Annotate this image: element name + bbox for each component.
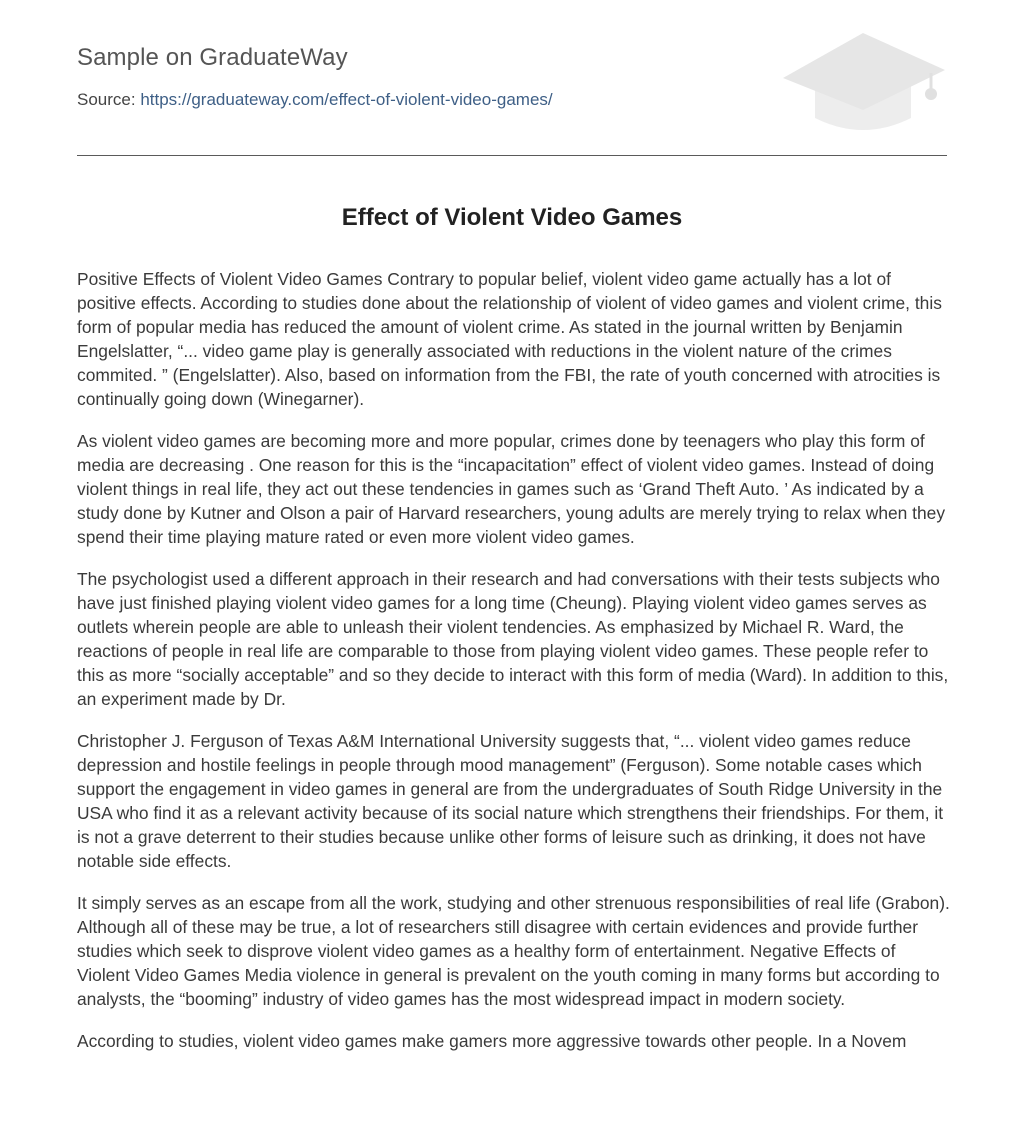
article-paragraph: The psychologist used a different approach in their research and had conversations with their tests subjects who have just finished playing violent video games for a long time (Cheung). Playing violent video games serves as outlets wherein people are able to unleash their violent tendencies. As emphasized by Michael R. Ward, the reactions of people in real life are comparable to those from playing violent video games. These people refer to this as more “socially acceptable” and so they decide to interact with this form of media (Ward). In addition to this, an experiment made by Dr. [77,569,949,709]
article-paragraph: Christopher J. Ferguson of Texas A&M International University suggests that, “... violent video games reduce depression and hostile feelings in people through mood management” (Ferguson). Some notable cases which support the engagement in video games in general are from the undergraduates of South Ridge University in the USA who find it as a relevant activity because of its social nature which strengthens their friendships. For them, it is not a grave deterrent to their studies because unlike other forms of leisure such as drinking, it does not have notable side effects. [77,731,944,871]
article-title: Effect of Violent Video Games [341,204,683,231]
site-title: Sample on GraduateWay [77,44,348,71]
article-paragraph: According to studies, violent video games make gamers more aggressive towards other people. In a Novem [77,1031,907,1051]
graduation-cap-icon [781,30,947,134]
article-paragraph: It simply serves as an escape from all the work, studying and other strenuous responsibilities of real life (Grabon). Although all of these may be true, a lot of researchers still disagree with certain evidences and provide further studies which seek to disprove violent video games as a healthy form of entertainment. Negative Effects of Violent Video Games Media violence in general is prevalent on the youth coming in many forms but according to analysts, the “booming” industry of video games has the most widespread impact in modern society. [77,893,950,1009]
article-paragraph: As violent video games are becoming more and more popular, crimes done by teenagers who play this form of media are decreasing . One reason for this is the “incapacitation” effect of violent video games. Instead of doing violent things in real life, they act out these tendencies in games such as ‘Grand Theft Auto. ’ As indicated by a study done by Kutner and Olson a pair of Harvard researchers, young adults are merely trying to relax when they spend their time playing mature rated or even more violent video games. [77,431,946,547]
header-divider [77,155,947,156]
article-paragraph: Positive Effects of Violent Video Games Contrary to popular belief, violent video game actually has a lot of positive effects. According to studies done about the relationship of violent of video games and violent crime, this form of popular media has reduced the amount of violent crime. As stated in the journal written by Benjamin Engelslatter, “... video game play is generally associated with reductions in the violent nature of the crimes commited. ” (Engelslatter). Also, based on information from the FBI, the rate of youth concerned with atrocities is continually going down (Winegarner). [77,269,942,409]
page-header [77,0,947,156]
source-line [77,90,553,110]
source-label: Source: [77,90,136,109]
source-link[interactable]: https://graduateway.com/effect-of-violent-video-games/ [140,90,553,109]
article-body [77,267,951,1071]
